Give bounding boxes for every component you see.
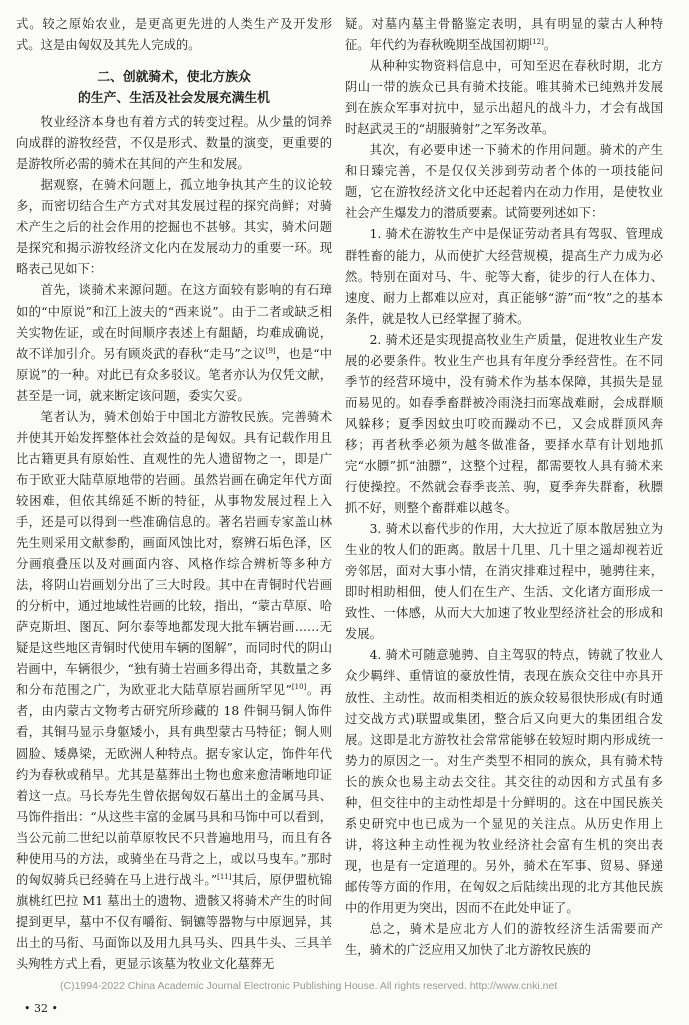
paragraph: 总之，骑术是应北方人们的游牧经济生活需要而产生，骑术的广泛应用又加快了北方游牧民族的 <box>345 922 663 958</box>
paragraph-text: 笔者认为，骑术创始于中国北方游牧民族。完善骑术并使其开始发挥整体社会效益的是匈奴。具有记载作用且比古籍更具有原始性、直观性的先人遗留物之一，即是广布于欧亚大陆草原地带的岩画。虽然岩画在确定年代方面较困难，但依其绵延不断的特征，从事物发展过程上入手，还是可以得到一些准确信息的。著名岩画专家盖山林先生则采用文献参酌，画面风蚀比对，察辨石垢色泽，区分画痕叠压以及对画面内容、风格作综合辨析等多种方法，将阴山岩画划分出了三大时段。其中在青铜时代岩画的分析中，通过地域性岩画的比较，指出，“蒙古草原、哈萨克斯坦、图瓦、阿尔泰等地都发现大批车辆岩画……无疑是这些地区青铜时代使用车辆的图解”，而同时代的阴山岩画中，车辆很少，“独有骑士岩画多得出奇，其数量之多和分布范围之广，为欧亚北大陆草原岩画所罕见” <box>16 409 332 698</box>
paragraph: 牧业经济本身也有着方式的转变过程。从少量的饲养向成群的游牧经营，不仅是形式、数量的演变，更重要的是游牧所必需的骑术在其间的产生和发展。 <box>16 115 332 172</box>
section-heading <box>16 67 332 109</box>
left-column <box>16 14 332 975</box>
paragraph-text: ，也是“中原说”的一种。对此已有众多驳议。笔者亦认为仅凭文献，甚至是一词，就来断定该问题，委实欠妥。 <box>16 346 332 403</box>
section-heading-line-1: 二、创就骑术，使北方族众 <box>97 70 251 86</box>
paragraph: 3. 骑术以畜代步的作用，大大拉近了原本散居独立为生业的牧人们的距离。散居十几里、几十里之遥却视若近旁邻居，面对大事小情，在消灾排难过程中，驰骋往来，即时相助相佃，使人们在生产、生活、文化诸方面形成一致性、一体感，从而大大加速了牧业型经济社会的形成和发展。 <box>345 522 663 642</box>
section-heading-line-2: 的生产、生活及社会发展充满生机 <box>78 91 270 107</box>
citation-ref: [9] <box>265 346 276 355</box>
paragraph-text: 。再者，由内蒙古文物考古研究所珍藏的 18 件铜马铜人饰件看，其铜马显示身躯矮小，具有典型蒙古马特征；铜人则圆脸、矮鼻梁，无欧洲人种特点。据专家认定，饰件年代约为春秋或稍早。尤其是墓葬出土物也愈来愈清晰地印证着这一点。马长寿先生曾依据匈奴石墓出土的金属马具、马饰件指出：“从这些丰富的金属马具和马饰中可以看到，当公元前二世纪以前草原牧民不只普遍地用马，而且有各种使用马的方法，或骑坐在马背之上，或以马曳车。”那时的匈奴骑兵已经骑在马上进行战斗。” <box>16 683 332 887</box>
paragraph: 从种种实物资料信息中，可知至迟在春秋时期，北方阴山一带的族众已具有骑术技能。唯其骑术已纯熟并发展到在族众军事对抗中，显示出超凡的战斗力，才会有战国时赵武灵王的“胡服骑射”之军务改革。 <box>345 59 663 137</box>
paragraph <box>16 407 332 975</box>
paragraph-text: 其后，原伊盟杭锦旗桃红巴拉 M1 墓出土的遗物、遗骸又将骑术产生的时间提到更早，墓中不仅有嚼衔、铜镳等器物与中原迥异，其出土的马衔、马面饰以及用九具马头、四具牛头、三具羊头殉牲方式上看，更显示该墓为牧业文化墓葬无 <box>16 872 332 971</box>
paragraph: 2. 骑术还是实现提高牧业生产质量，促进牧业生产发展的必要条件。牧业生产也具有年度分季经营性。在不同季节的经营环境中，没有骑术作为基本保障，其损失是显而易见的。如春季畜群被冷雨浇扫而寒战难耐，会成群顺风躲移；夏季因蚊虫叮咬而躁动不已，又会成群顶风奔移；再者秋季必须为越冬做准备，要择水草有计划地抓完“水膘”抓“油膘”，这整个过程，都需要牧人具有骑术来行使操控。不然就会春季丧羔、驹，夏季奔失群畜，秋膘抓不好，则整个畜群难以越冬。 <box>345 332 663 516</box>
paragraph <box>345 14 663 56</box>
citation-ref: [11] <box>217 872 232 881</box>
paragraph: 式。较之原始农业，是更高更先进的人类生产及开发形式。这是由匈奴及其先人完成的。 <box>16 17 332 53</box>
paragraph-text: 。 <box>543 38 557 53</box>
paragraph-text: 疑。对墓内墓主骨骼鉴定表明，具有明显的蒙古人种特征。年代约为春秋晚期至战国初期 <box>345 17 663 53</box>
paragraph-text: 首先，谈骑术来源问题。在这方面较有影响的有石璋如的“中原说”和江上波夫的“西来说”。由于二者或缺乏相关实物佐证，或在时间顺序表述上有龃龉，均难成确说，故不详加引介。另有顾炎武的春秋“走马”之议 <box>16 283 332 361</box>
copyright-text: (C)1994-2022 China Academic Journal Electronic Publishing House. All rights reserved. http://www.cnki.net <box>60 980 558 992</box>
paragraph: 4. 骑术可随意驰骋、自主驾驭的特点，铸就了牧业人众少羁绊、重情谊的豪放性情，表现在族众交往中亦具开放性、主动性。故而相类相近的族众较易很快形成(有时通过交战方式)联盟或集团，整合后又向更大的集团组合发展。这即是北方游牧社会常常能够在较短时期内形成统一势力的原因之一。对生产类型不相同的族众，具有骑术特长的族众也易主动去交往。其交往的动因和方式虽有多种，但交往中的主动性却是十分鲜明的。这在中国民族关系史研究中也已成为一个显见的关注点。从历史作用上讲，将这种主动性视为牧业经济社会富有生机的突出表现，也是有一定道理的。另外，骑术在军事、贸易、驿递邮传等方面的作用，在匈奴之后陆续出现的北方其他民族中的作用更为突出，因而不在此处申证了。 <box>345 648 663 915</box>
paragraph: 其次，有必要申述一下骑术的作用问题。骑术的产生和日臻完善，不是仅仅关涉到劳动者个体的一项技能问题，它在游牧经济文化中还起着内在动力作用，是使牧业社会产生爆发力的潜质要素。试简要列述如下： <box>345 143 663 221</box>
paragraph: 据观察，在骑术问题上，孤立地争执其产生的议论较多，而密切结合生产方式对其发展过程的探究尚鲜；对骑术产生之后的社会作用的挖掘也不甚够。其实，骑术问题是探究和揭示游牧经济文化内在发展动力的重要一环。现略表己见如下： <box>16 178 332 277</box>
right-column <box>345 14 663 961</box>
paragraph <box>16 280 332 406</box>
copyright-watermark <box>0 980 689 1000</box>
citation-ref: [10] <box>291 683 307 692</box>
paragraph: 1. 骑术在游牧生产中是保证劳动者具有驾驭、管理成群牲畜的能力，从而使扩大经营规模，提高生产力成为必然。特别在面对马、牛、驼等大畜，徒步的行人在体力、速度、耐力上都难以应对，真正能够“游”而“牧”之的基本条件，就是牧人已经掌握了骑术。 <box>345 227 663 326</box>
page-number: • 32 • <box>24 1002 58 1015</box>
citation-ref: [12] <box>529 38 544 47</box>
